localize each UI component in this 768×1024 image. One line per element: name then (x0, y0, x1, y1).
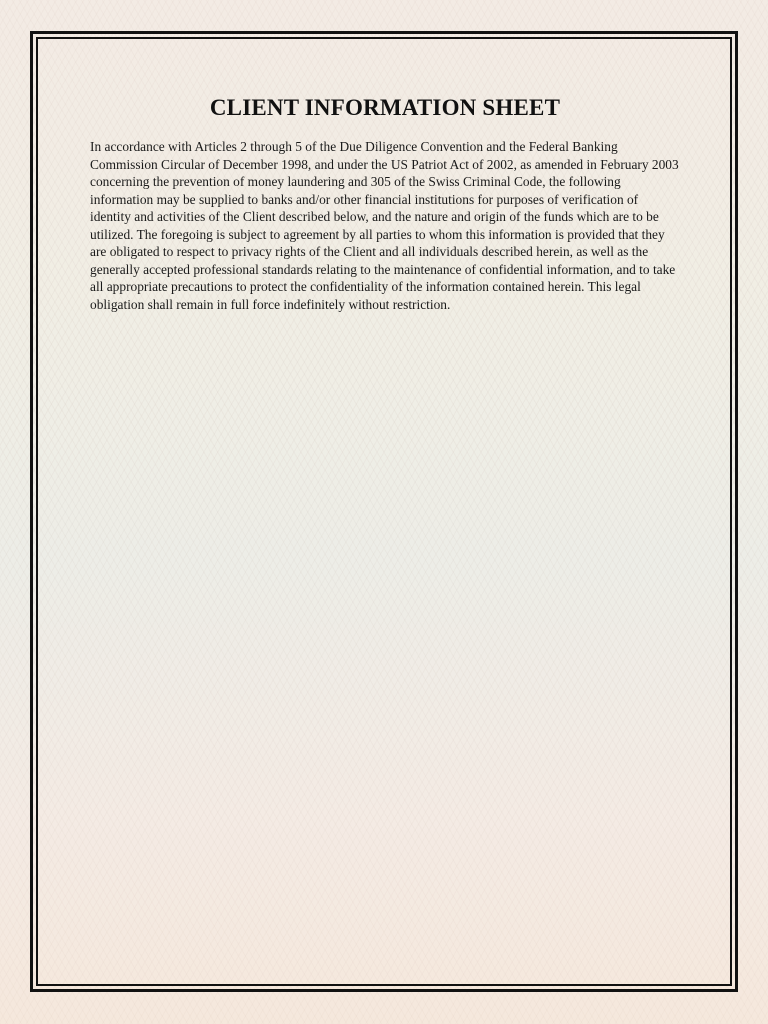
document-body-paragraph: In accordance with Articles 2 through 5 of the Due Diligence Convention and the Federal Banking Commission Circular of December 1998, and under the US Patriot Act of 2002, as amended in February 2003 concerning the prevention of money laundering and 305 of the Swiss Criminal Code, the following information may be supplied to banks and/or other financial institutions for purposes of verification of identity and activities of the Client described below, and the nature and origin of the funds which are to be utilized. The foregoing is subject to agreement by all parties to whom this information is provided that they are obligated to respect to privacy rights of the Client and all individuals described herein, as well as the generally accepted professional standards relating to the maintenance of confidential information, and to take all appropriate precautions to protect the confidentiality of the information contained herein. This legal obligation shall remain in full force indefinitely without restriction. (90, 139, 679, 312)
document-title: CLIENT INFORMATION SHEET (209, 95, 561, 120)
document-content (90, 94, 680, 313)
